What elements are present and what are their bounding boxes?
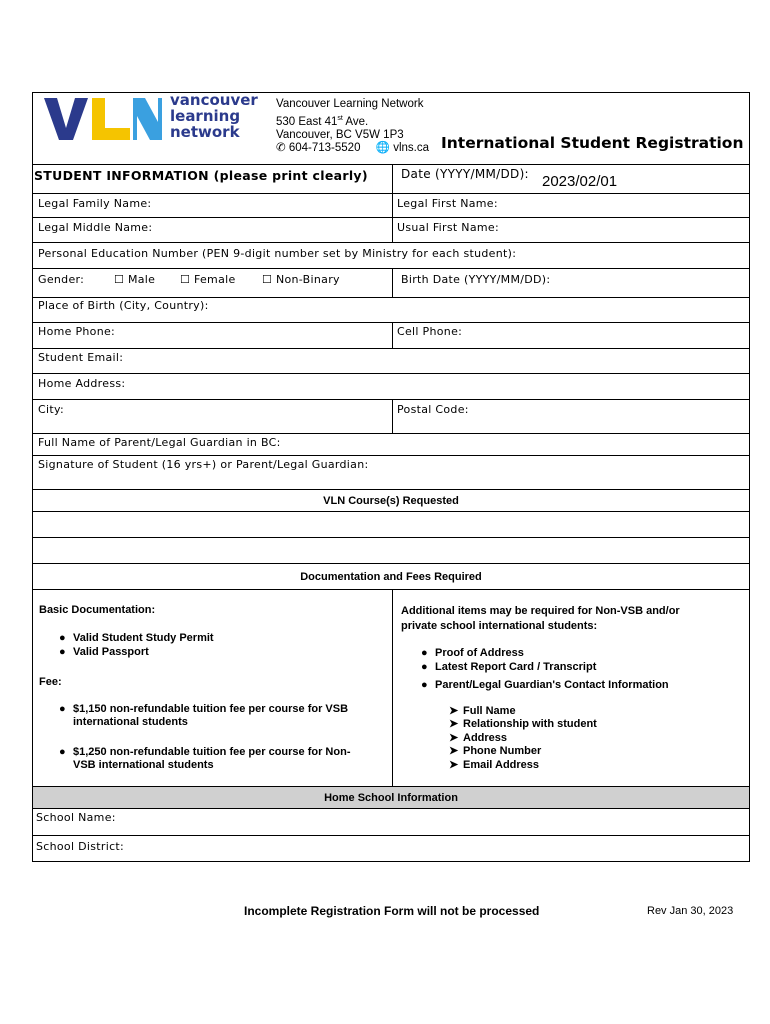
form-title: International Student Registration (441, 134, 744, 152)
additional-item: ● Latest Report Card / Transcript (421, 661, 597, 673)
arrow-bullet-icon: ➤ (449, 732, 459, 744)
footer-notice: Incomplete Registration Form will not be processed (244, 904, 540, 918)
contact-item: ➤ Address (449, 732, 508, 744)
date-label: Date (YYYY/MM/DD): (401, 167, 529, 181)
checkbox-icon[interactable]: ☐ (114, 273, 125, 286)
course-row-2[interactable] (33, 538, 749, 563)
female-option[interactable]: ☐ Female (180, 273, 236, 286)
org-name: Vancouver Learning Network (276, 98, 424, 110)
arrow-bullet-icon: ➤ (449, 745, 459, 757)
legal-first-name-label: Legal First Name: (397, 197, 498, 210)
phone-icon: ✆ (276, 142, 286, 155)
non-binary-option[interactable]: ☐ Non-Binary (262, 273, 340, 286)
contact-item: ➤ Relationship with student (449, 718, 597, 730)
usual-first-name-label: Usual First Name: (397, 221, 499, 234)
contact-item: ➤ Full Name (449, 705, 516, 717)
globe-icon: 🌐 (375, 142, 390, 155)
contact-item: ➤ Phone Number (449, 745, 542, 757)
basic-item: ● Valid Passport (59, 646, 149, 658)
gender-label: Gender: (38, 273, 85, 286)
additional-item: ● Proof of Address (421, 647, 524, 659)
documentation-heading: Documentation and Fees Required (300, 571, 482, 583)
male-option[interactable]: ☐ Male (114, 273, 156, 286)
courses-heading: VLN Course(s) Requested (323, 495, 459, 507)
school-name-label: School Name: (36, 811, 116, 824)
pen-label: Personal Education Number (PEN 9-digit number set by Ministry for each student): (38, 247, 517, 260)
course-row-1[interactable] (33, 512, 749, 537)
student-info-heading: STUDENT INFORMATION (please print clearly) (34, 168, 368, 183)
checkbox-icon[interactable]: ☐ (262, 273, 273, 286)
date-value[interactable]: 2023/02/01 (542, 173, 618, 190)
checkbox-icon[interactable]: ☐ (180, 273, 191, 286)
contact-item: ➤ Email Address (449, 759, 540, 771)
additional-heading: Additional items may be required for Non-VSB and/or private school international students: (401, 605, 680, 632)
basic-item: ● Valid Student Study Permit (59, 632, 214, 644)
arrow-bullet-icon: ➤ (449, 759, 459, 771)
signature-label: Signature of Student (16 yrs+) or Parent/Legal Guardian: (38, 458, 369, 471)
logo-word-2: learning (170, 107, 241, 125)
student-email-label: Student Email: (38, 351, 124, 364)
place-of-birth-label: Place of Birth (City, Country): (38, 299, 209, 312)
school-district-label: School District: (36, 840, 125, 853)
postal-code-label: Postal Code: (397, 403, 469, 416)
arrow-bullet-icon: ➤ (449, 705, 459, 717)
arrow-bullet-icon: ➤ (449, 718, 459, 730)
additional-item: ● Parent/Legal Guardian's Contact Information (421, 679, 669, 691)
cell-phone-label: Cell Phone: (397, 325, 463, 338)
basic-documentation-heading: Basic Documentation: (39, 604, 156, 616)
fee-item: ● $1,250 non-refundable tuition fee per course for Non-VSB international students (59, 746, 351, 771)
address-line-1: 530 East 41st Ave. (276, 114, 369, 128)
website: vlns.ca (393, 142, 429, 155)
city-label: City: (38, 403, 64, 416)
legal-family-name-label: Legal Family Name: (38, 197, 152, 210)
fee-heading: Fee: (39, 676, 62, 688)
address-line-2: Vancouver, BC V5W 1P3 (276, 128, 404, 141)
birth-date-label: Birth Date (YYYY/MM/DD): (401, 273, 551, 286)
logo-word-3: network (170, 123, 240, 141)
home-phone-label: Home Phone: (38, 325, 116, 338)
logo-word-1: vancouver (170, 91, 258, 109)
revision-date: Rev Jan 30, 2023 (647, 905, 734, 917)
home-school-heading: Home School Information (324, 792, 458, 804)
home-address-label: Home Address: (38, 377, 126, 390)
guardian-name-label: Full Name of Parent/Legal Guardian in BC: (38, 436, 281, 449)
fee-item: ● $1,150 non-refundable tuition fee per course for VSB international students (59, 703, 349, 728)
legal-middle-name-label: Legal Middle Name: (38, 221, 153, 234)
phone-number: 604-713-5520 (288, 142, 361, 155)
